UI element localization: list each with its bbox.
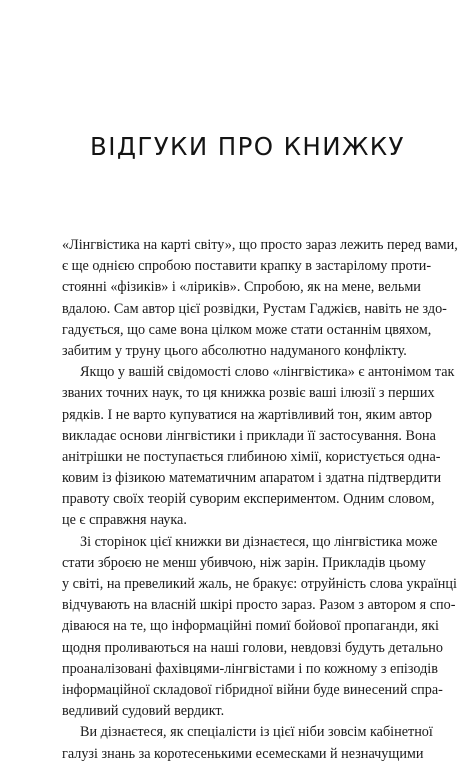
text-line: проаналізовані фахівцями-лінгвістами і по кожному з епізодів — [62, 660, 438, 677]
text-line: Якщо у вашій свідомості слово «лінгвістика» є антонімом так — [80, 364, 455, 381]
text-line: є ще однією спробою поставити крапку в застарілому проти- — [62, 258, 432, 275]
text-line: гадується, що саме вона цілком може стати останнім цвяхом, — [62, 321, 432, 338]
text-line: стати зброєю не менш убивчою, ніж зарін. Прикладів цьому — [62, 554, 426, 571]
text-line: ковим із фізикою математичним апаратом і здатна підтвердити — [62, 470, 442, 487]
text-line: вдалою. Сам автор цієї розвідки, Рустам Гаджієв, навіть не здо- — [62, 300, 447, 317]
text-line: діваюся на те, що інформаційні помиї бойової пропаганди, які — [62, 618, 439, 635]
text-line: Ви дізнаєтеся, як спеціалісти із цієї ніби зовсім кабінетної — [80, 724, 433, 741]
text-line: Зі сторінок цієї книжки ви дізнаєтеся, що лінгвістика може — [80, 533, 438, 550]
text-line: викладає основи лінгвістики і приклади її застосування. Вона — [62, 427, 436, 444]
text-line: стоянні «фізиків» і «ліриків». Спробою, як на мене, вельми — [62, 279, 421, 296]
text-line: у світі, на превеликий жаль, не бракує: отруйність слова українці — [62, 576, 457, 592]
text-line: щодня проливаються на наші голови, невдовзі будуть детально — [62, 639, 443, 656]
text-line: рядків. І не варто купуватися на жартівливий тон, яким автор — [62, 406, 432, 423]
text-line: відчувають на власній шкірі просто зараз. Разом з автором я спо- — [62, 597, 456, 614]
text-line: правоту своїх теорій суворим експериментом. Одним словом, — [62, 491, 435, 508]
text-line: забитим у труну цього абсолютно надуманого конфлікту. — [62, 342, 407, 359]
text-line: ведливий судовий вердикт. — [62, 703, 225, 720]
text-line: це є справжня наука. — [62, 512, 187, 529]
text-line: званих точних наук, то ця книжка розвіє ваші ілюзії з перших — [62, 385, 435, 402]
text-line: анітрішки не поступається глибиною хімії, користується одна- — [62, 448, 441, 465]
page-heading: ВІДГУКИ ПРО КНИЖКУ — [90, 132, 405, 161]
text-line: галузі знань за коротесенькими есемесками й незначущими — [62, 745, 424, 762]
text-line: інформаційної складової гібридної війни буде винесений спра- — [62, 681, 443, 698]
text-line: «Лінгвістика на карті світу», що просто зараз лежить перед вами, — [62, 237, 458, 253]
body-text — [62, 235, 458, 765]
